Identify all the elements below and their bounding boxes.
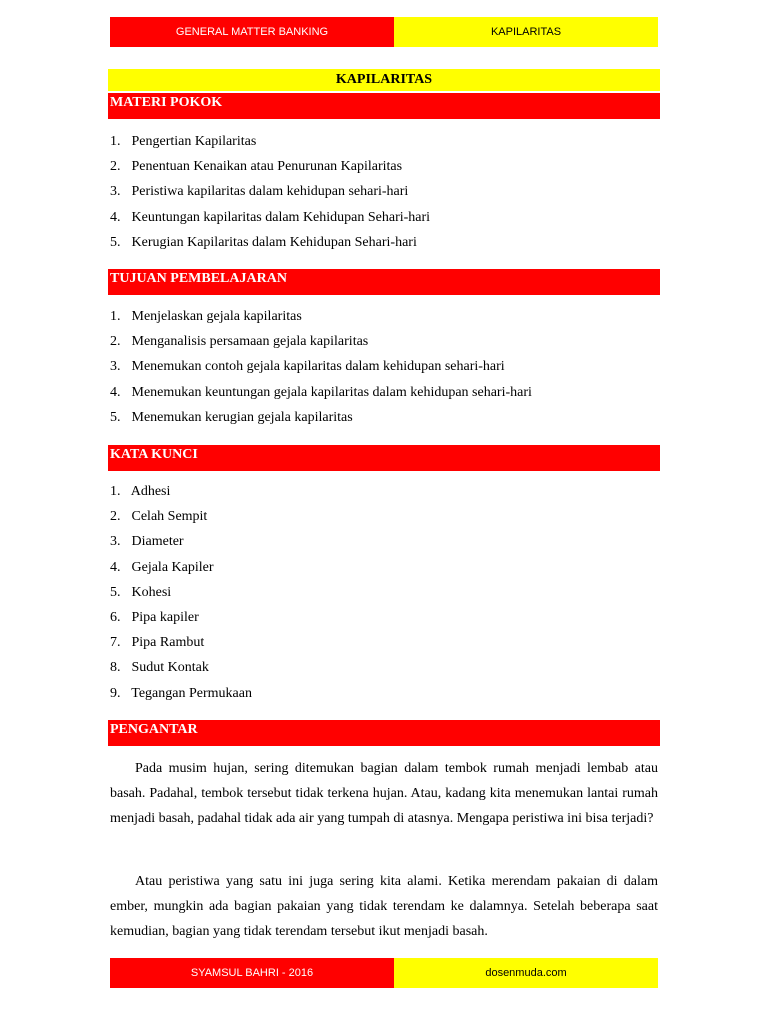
list-item: 1. Pengertian Kapilaritas: [110, 134, 257, 149]
paragraph-1: Pada musim hujan, sering ditemukan bagian dalam tembok rumah menjadi lembab atau basah. Padahal, tembok tersebut tidak terkena hujan. Atau, kadang kita menemukan lantai rumah menjadi basah, padahal tidak ada air yang tumpah di atasnya. Mengapa peristiwa ini bisa terjadi?: [110, 761, 658, 826]
header-left: GENERAL MATTER BANKING: [110, 17, 394, 47]
tujuan-list: [110, 304, 660, 430]
list-item: 2. Penentuan Kenaikan atau Penurunan Kapilaritas: [110, 159, 403, 175]
list-item: 6. Pipa kapiler: [110, 609, 199, 625]
footer-website: dosenmuda.com: [394, 958, 658, 988]
list-item: 4. Gejala Kapiler: [110, 559, 214, 575]
section-pengantar: PENGANTAR: [108, 720, 660, 746]
list-item: 4. Menemukan keuntungan gejala kapilaritas dalam kehidupan sehari-hari: [110, 384, 532, 400]
section-kata-kunci: KATA KUNCI: [108, 445, 660, 471]
list-item: 5. Menemukan kerugian gejala kapilaritas: [110, 409, 353, 425]
kata-kunci-list: [110, 479, 660, 706]
list-item: 5. Kerugian Kapilaritas dalam Kehidupan Sehari-hari: [110, 234, 417, 250]
page-footer: [110, 958, 658, 988]
document-title: KAPILARITAS: [108, 69, 660, 91]
list-item: 2. Menganalisis persamaan gejala kapilaritas: [110, 334, 369, 350]
page-header: [110, 17, 658, 47]
list-item: 3. Diameter: [110, 534, 184, 550]
list-item: 9. Tegangan Permukaan: [110, 685, 252, 701]
list-item: 7. Pipa Rambut: [110, 635, 205, 651]
list-item: 3. Menemukan contoh gejala kapilaritas dalam kehidupan sehari-hari: [110, 359, 505, 375]
paragraph-2: Atau peristiwa yang satu ini juga sering kita alami. Ketika merendam pakaian di dalam ember, mungkin ada bagian pakaian yang tidak terendam ke dalamnya. Setelah beberapa saat kemudian, bagian yang tidak terendam tersebut ikut menjadi basah.: [110, 874, 658, 939]
list-item: 1. Menjelaskan gejala kapilaritas: [110, 309, 302, 324]
materi-list: [110, 129, 660, 255]
list-item: 2. Celah Sempit: [110, 509, 208, 525]
section-tujuan-pembelajaran: TUJUAN PEMBELAJARAN: [108, 269, 660, 295]
header-right: KAPILARITAS: [394, 17, 658, 47]
list-item: 3. Peristiwa kapilaritas dalam kehidupan sehari-hari: [110, 184, 409, 200]
list-item: 1. Adhesi: [110, 484, 171, 499]
list-item: 5. Kohesi: [110, 584, 172, 600]
list-item: 4. Keuntungan kapilaritas dalam Kehidupan Sehari-hari: [110, 209, 431, 225]
list-item: 8. Sudut Kontak: [110, 660, 209, 676]
footer-author: SYAMSUL BAHRI - 2016: [110, 958, 394, 988]
section-materi-pokok: MATERI POKOK: [108, 93, 660, 119]
